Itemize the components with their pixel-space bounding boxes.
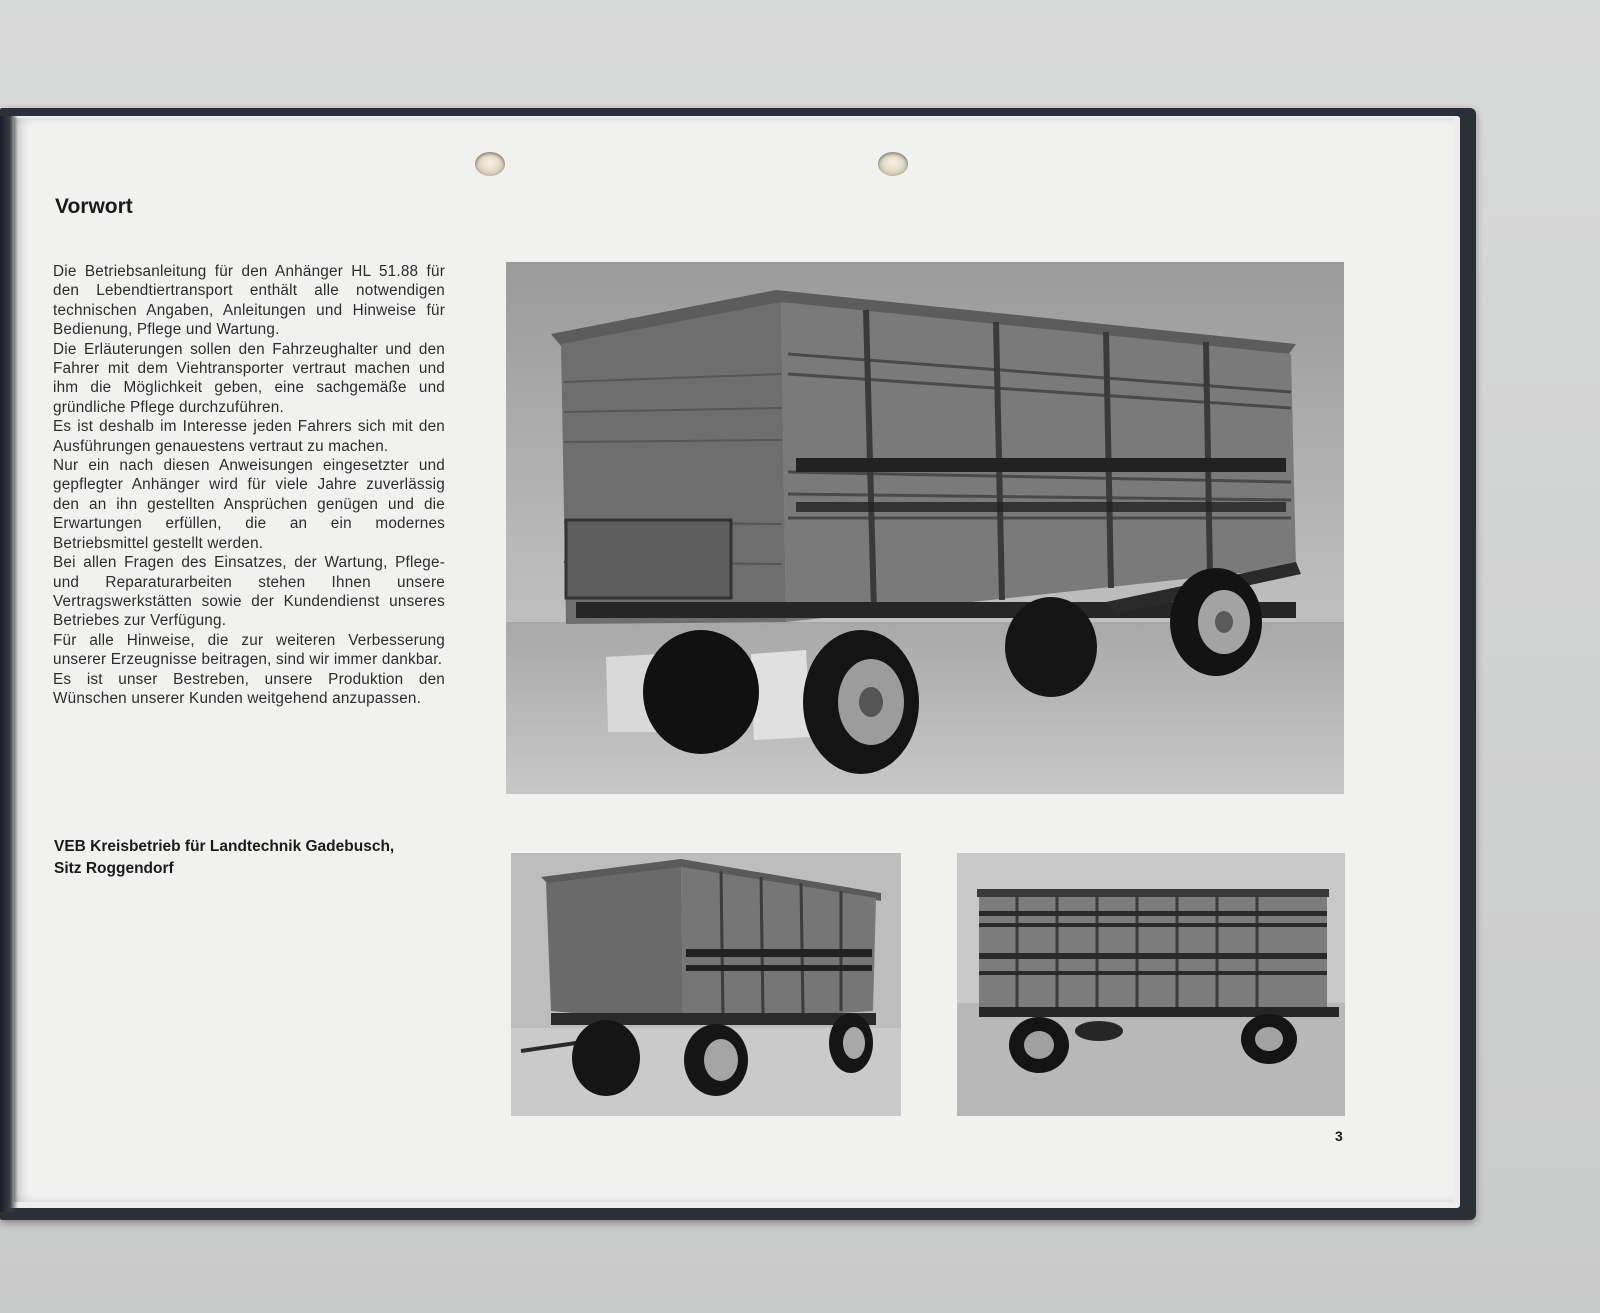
preface-text xyxy=(53,262,445,708)
signature-block xyxy=(54,836,394,880)
paragraph: Es ist unser Bestreben, unsere Produktion den Wünschen unserer Kunden weitgehend anzupassen. xyxy=(53,670,445,707)
signature-line: VEB Kreisbetrieb für Landtechnik Gadebusch, xyxy=(54,838,395,855)
livestock-trailer-rear-view-photo xyxy=(506,262,1344,794)
livestock-trailer-front-view-photo xyxy=(511,853,901,1116)
paragraph: Die Erläuterungen sollen den Fahrzeughalter und den Fahrer mit dem Viehtransporter vertraut machen und ihm die Möglichkeit geben, eine sachgemäße und gründliche Pflege durchzuführen. xyxy=(53,340,445,416)
punch-hole-left xyxy=(475,152,505,176)
paragraph: Es ist deshalb im Interesse jeden Fahrers sich mit den Ausführungen genauestens vertraut zu machen. xyxy=(53,418,445,455)
livestock-trailer-side-view-photo xyxy=(957,853,1345,1116)
binding-spine xyxy=(0,116,18,1212)
paragraph: Die Betriebsanleitung für den Anhänger HL 51.88 für den Lebendtiertransport enthält alle notwendigen technischen Angaben, Anleitungen und Hinweise für Bedienung, Pflege und Wartung. xyxy=(53,263,445,339)
punch-hole-right xyxy=(878,152,908,176)
paragraph: Nur ein nach diesen Anweisungen eingesetzter und gepflegter Anhänger wird für viele Jahre zuverlässig den an ihn gestellten Ansprüchen genügen und die Erwartungen erfüllen, die an ein modernes Betriebsmittel gestellt werden. xyxy=(53,457,445,552)
page-title: Vorwort xyxy=(55,195,133,218)
paragraph: Bei allen Fragen des Einsatzes, der Wartung, Pflege- und Reparaturarbeiten stehen Ihnen unsere Vertragswerkstätten sowie der Kundendienst unseres Betriebes zur Verfügung. xyxy=(53,554,445,630)
page-number: 3 xyxy=(1335,1128,1343,1144)
signature-line: Sitz Roggendorf xyxy=(54,860,174,877)
paragraph: Für alle Hinweise, die zur weiteren Verbesserung unserer Erzeugnisse beitragen, sind wir immer dankbar. xyxy=(53,631,445,669)
